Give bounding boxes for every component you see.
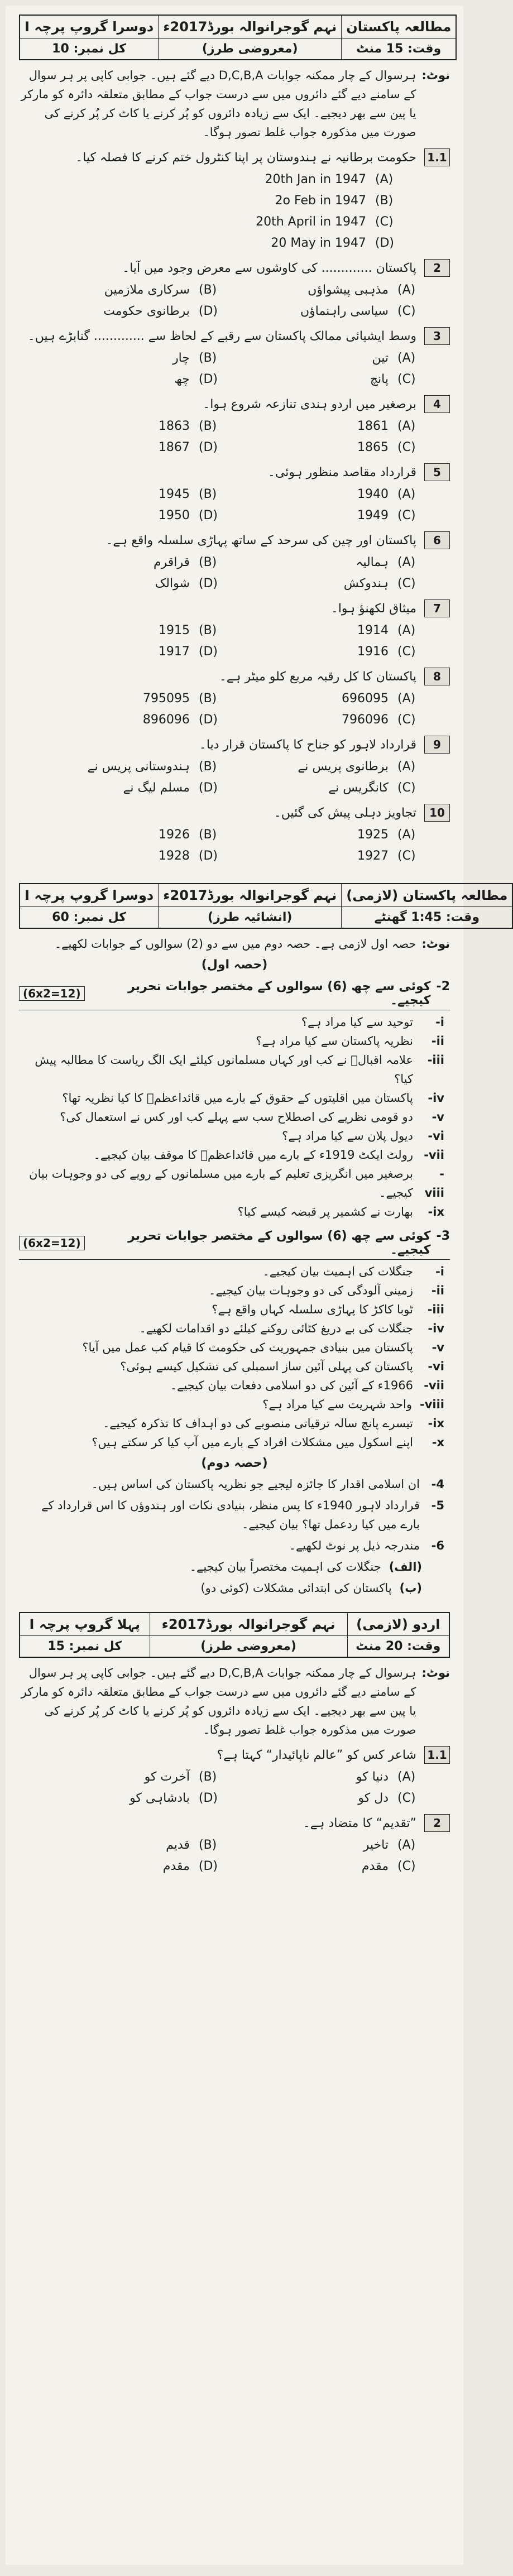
- option-b[interactable]: (B) 795095: [143, 692, 217, 706]
- paper3-group: پہلا گروپ پرچہ I: [20, 1613, 150, 1636]
- mcq-question: [19, 327, 450, 388]
- mcq-question: [19, 599, 450, 661]
- paper2-type: (انشائیہ طرز): [159, 907, 342, 929]
- question-number: 7: [424, 599, 450, 617]
- paper2-group: دوسرا گروپ پرچہ I: [20, 884, 159, 907]
- q2-number: 2-: [436, 980, 450, 994]
- question-number: 4: [424, 395, 450, 413]
- option-c[interactable]: (C) ہندوکش: [343, 577, 416, 591]
- short-question: -iii ٹوبا کاکڑ کا پہاڑی سلسلہ کہاں واقع ہے؟: [212, 1303, 444, 1316]
- question-text: قرارداد لاہور کو جناح کا پاکستان قرار دیا۔: [199, 738, 416, 752]
- option-c[interactable]: (C) 1949: [357, 509, 416, 522]
- question-number: 9: [424, 736, 450, 754]
- mcq-question: [19, 259, 450, 320]
- question-text: شاعر کس کو ”عالم ناپائیدار“ کہتا ہے؟: [217, 1748, 416, 1762]
- question-number: 6: [424, 531, 450, 549]
- q3-text: کوئی سے چھ (6) سوالوں کے مختصر جوابات تحریر کیجیے۔: [128, 1229, 431, 1257]
- q3-list: [25, 1262, 444, 1452]
- option-b[interactable]: (B) 1915: [159, 623, 217, 637]
- note-label: نوٹ:: [421, 69, 450, 82]
- option-d[interactable]: (D) 896096: [142, 713, 218, 727]
- paper1-total: کل نمبر: 10: [20, 39, 159, 60]
- option-d[interactable]: (D) شوالک: [155, 577, 218, 591]
- mcq-question: [19, 668, 450, 729]
- question-text: تجاویز دہلی پیش کی گئیں۔: [274, 806, 416, 820]
- question-text: میثاق لکھنؤ ہوا۔: [330, 602, 416, 616]
- q2-heading: [19, 980, 450, 1010]
- mcq-question: [19, 463, 450, 525]
- option-c[interactable]: (C) 1927: [357, 849, 416, 863]
- long-question-part: (الف) جنگلات کی اہمیت مختصراً بیان کیجیے۔: [189, 1560, 422, 1574]
- option-a[interactable]: (A) 20th Jan in 1947: [265, 172, 394, 186]
- option-c[interactable]: (C) 1865: [357, 440, 416, 454]
- question-number: 3: [424, 327, 450, 345]
- question-text: پاکستان اور چین کی سرحد کے ساتھ پہاڑی سلسلہ واقع ہے۔: [106, 534, 416, 548]
- option-c[interactable]: (C) 20th April in 1947: [256, 215, 394, 229]
- option-a[interactable]: (A) مذہبی پیشواؤں: [308, 283, 416, 297]
- note-text: ہرسوال کے چار ممکنہ جوابات D,C,B,A دیے گئے ہیں۔ جوابی کاپی پر ہر سوال کے سامنے دیے گئے دائروں میں سے درست جواب کے مطابق متعلقہ دائرہ کو مارکر یا پین سے بھر دیجیے۔ ایک سے زیادہ دائروں کو پُر کرنے یا کاٹ کر پُر کرنے کی صورت میں مذکورہ جواب غلط تصور ہوگا۔: [21, 1666, 416, 1736]
- long-questions: [19, 1475, 450, 1598]
- short-question: -ix تیسرے پانچ سالہ ترقیاتی منصوبے کی دو اہداف کا تذکرہ کیجیے۔: [103, 1417, 444, 1430]
- question-text: پاکستان کا کل رقبہ مربع کلو میٹر ہے۔: [219, 670, 416, 684]
- long-question-part: (ب) پاکستان کی ابتدائی مشکلات (کوئی دو): [200, 1581, 422, 1595]
- part2-title: (حصہ دوم): [201, 1456, 268, 1470]
- option-d[interactable]: (D) چھ: [174, 372, 218, 386]
- option-b[interactable]: (B) سرکاری ملازمین: [104, 283, 217, 297]
- option-d[interactable]: (D) 20 May in 1947: [271, 236, 394, 250]
- option-b[interactable]: (B) آخرت کو: [144, 1770, 217, 1784]
- mcq-question: [19, 531, 450, 593]
- mcq-question: [19, 1746, 450, 1807]
- q3-number: 3-: [436, 1229, 450, 1243]
- option-a[interactable]: (A) 1940: [357, 487, 416, 501]
- question-text: وسط ایشیائی ممالک پاکستان سے رقبے کے لحاظ سے ............. گنابڑے ہیں۔: [27, 329, 416, 343]
- q3-heading: [19, 1229, 450, 1260]
- option-b[interactable]: (B) قدیم: [166, 1838, 217, 1852]
- mcq-question: [19, 395, 450, 457]
- paper3-time: وقت: 20 منٹ: [347, 1636, 449, 1658]
- question-text: برصغیر میں اردو ہندی تنازعہ شروع ہوا۔: [203, 397, 416, 411]
- option-a[interactable]: (A) 696095: [342, 692, 416, 706]
- paper3-total: کل نمبر: 15: [20, 1636, 150, 1658]
- short-question: -vii 1966ء کے آئین کی دو اسلامی دفعات بیان کیجیے۔: [170, 1379, 444, 1392]
- question-number: 2: [424, 1814, 450, 1832]
- question-number: 1.1: [424, 1746, 450, 1764]
- note-label: نوٹ:: [421, 1666, 450, 1680]
- question-text: قرارداد مقاصد منظور ہوئی۔: [268, 466, 416, 479]
- short-question: -ii نظریہ پاکستان سے کیا مراد ہے؟: [256, 1034, 444, 1048]
- paper2-time: وقت: 1:45 گھنٹے: [342, 907, 513, 929]
- question-number: 2: [424, 259, 450, 277]
- paper3-subject: اردو (لازمی): [347, 1613, 449, 1636]
- option-d[interactable]: (D) 1928: [158, 849, 218, 863]
- q3-marks: (6x2=12): [19, 1236, 85, 1250]
- short-question: -viii واحد شہریت سے کیا مراد ہے؟: [262, 1398, 444, 1411]
- option-c[interactable]: (C) دل کو: [358, 1791, 416, 1805]
- option-a[interactable]: (A) برطانوی پریس نے: [298, 760, 416, 774]
- short-question: -vi دیول پلان سے کیا مراد ہے؟: [282, 1129, 444, 1143]
- short-question: -iv پاکستان میں اقلیتوں کے حقوق کے بارے میں قائداعظمؒ کا کیا نظریہ تھا؟: [62, 1091, 444, 1105]
- note-text: حصہ اول لازمی ہے۔ حصہ دوم میں سے دو (2) سوالوں کے جوابات لکھیے۔: [54, 937, 416, 951]
- paper1-questions: [19, 148, 450, 865]
- q2-list: [25, 1013, 444, 1221]
- option-b[interactable]: (B) 1945: [159, 487, 217, 501]
- long-question: -5 قرارداد لاہور 1940ء کا پس منظر، بنیادی نکات اور ہندوؤں کا اس قرارداد کے بارے میں کیا ردعمل تھا؟ بیان کیجیے۔: [41, 1499, 444, 1531]
- short-question: -i توحید سے کیا مراد ہے؟: [301, 1015, 444, 1029]
- mcq-question: [19, 736, 450, 797]
- option-c[interactable]: (C) 1916: [357, 645, 416, 659]
- short-question: -iii علامہ اقبالؒ نے کب اور کہاں مسلمانوں کیلئے ایک الگ ریاست کا مطالبہ پیش کیا؟: [35, 1053, 444, 1086]
- paper3-header: [19, 1612, 450, 1658]
- question-text: ”تقدیم“ کا متضاد ہے۔: [303, 1816, 416, 1830]
- exam-sheet: [6, 6, 508, 2565]
- option-d[interactable]: (D) مقدم: [162, 1859, 218, 1873]
- long-question: -6 مندرجہ ذیل پر نوٹ لکھیے۔: [289, 1539, 444, 1552]
- question-number: 5: [424, 463, 450, 481]
- paper3-type: (معروضی طرز): [150, 1636, 347, 1658]
- short-question: -vii رولٹ ایکٹ 1919ء کے بارے میں قائداعظمؒ کا موقف بیان کیجیے۔: [93, 1148, 444, 1162]
- question-number: 8: [424, 668, 450, 685]
- option-b[interactable]: (B) چار: [172, 351, 217, 365]
- note-text: ہرسوال کے چار ممکنہ جوابات D,C,B,A دیے گئے ہیں۔ جوابی کاپی پر ہر سوال کے سامنے دیے گئے دائروں میں سے درست جواب کے مطابق متعلقہ دائرہ کو مارکر یا پین سے بھر دیجیے۔ ایک سے زیادہ دائروں کو پُر کرنے یا کاٹ کر پُر کرنے کی صورت میں مذکورہ جواب غلط تصور ہوگا۔: [21, 69, 416, 139]
- option-a[interactable]: (A) 1861: [357, 419, 416, 433]
- option-d[interactable]: (D) بادشاہی کو: [130, 1791, 218, 1805]
- part1-title: (حصہ اول): [201, 958, 268, 972]
- mcq-question: [19, 804, 450, 865]
- option-d[interactable]: (D) 1950: [158, 509, 218, 522]
- short-question: -i جنگلات کی اہمیت بیان کیجیے۔: [262, 1265, 444, 1278]
- option-d[interactable]: (D) 1917: [158, 645, 218, 659]
- paper1-time: وقت: 15 منٹ: [342, 39, 456, 60]
- option-b[interactable]: (B) 1926: [159, 828, 217, 842]
- question-text: حکومت برطانیہ نے ہندوستان پر اپنا کنٹرول ختم کرنے کا فصلہ کیا۔: [75, 151, 416, 165]
- paper1-subject: مطالعہ پاکستان: [342, 15, 456, 39]
- option-c[interactable]: (C) 796096: [342, 713, 416, 727]
- paper3-note: [19, 1663, 450, 1739]
- short-question: -viii برصغیر میں انگریزی تعلیم کے بارے میں مسلمانوں کے رویے کی دو وجوہات بیان کیجیے۔: [29, 1167, 444, 1200]
- option-d[interactable]: (D) برطانوی حکومت: [103, 304, 218, 318]
- short-question: -iv جنگلات کی بے دریغ کٹائی روکنے کیلئے دو اقدامات لکھیے۔: [139, 1322, 444, 1335]
- short-question: -ix بھارت نے کشمیر پر قبضہ کیسے کیا؟: [237, 1205, 444, 1219]
- option-a[interactable]: (A) 1914: [357, 623, 416, 637]
- note-label: نوٹ:: [421, 937, 450, 951]
- paper1-header: [19, 15, 457, 60]
- option-b[interactable]: (B) قراقرم: [153, 555, 217, 569]
- paper1-board-year: نہم گوجرانوالہ بورڈ2017ء: [159, 15, 342, 39]
- long-question: -4 ان اسلامی اقدار کا جائزہ لیجیے جو نظریہ پاکستان کی اساس ہیں۔: [91, 1478, 444, 1491]
- paper2-board-year: نہم گوجرانوالہ بورڈ2017ء: [159, 884, 342, 907]
- option-c[interactable]: (C) مقدم: [361, 1859, 416, 1873]
- paper2-total: کل نمبر: 60: [20, 907, 159, 929]
- option-d[interactable]: (D) 1867: [158, 440, 218, 454]
- short-question: -v دو قومی نظریے کی اصطلاح سب سے پہلے کب اور کس نے استعمال کی؟: [60, 1110, 444, 1124]
- option-d[interactable]: (D) مسلم لیگ نے: [123, 781, 218, 795]
- paper1-group: دوسرا گروپ پرچہ I: [20, 15, 159, 39]
- paper2-header: [19, 883, 513, 929]
- short-question: -vi پاکستان کی پہلی آئین ساز اسمبلی کی تشکیل کیسے ہوئی؟: [120, 1360, 444, 1373]
- paper1-note: [19, 66, 450, 142]
- question-number: 1.1: [424, 148, 450, 166]
- option-a[interactable]: (A) ہمالیہ: [356, 555, 416, 569]
- question-number: 10: [424, 804, 450, 822]
- short-question: -v پاکستان میں بنیادی جمہوریت کی حکومت کا قیام کب عمل میں آیا؟: [82, 1341, 444, 1354]
- option-b[interactable]: (B) 1863: [159, 419, 217, 433]
- option-b[interactable]: (B) ہندوستانی پریس نے: [87, 760, 217, 774]
- option-c[interactable]: (C) سیاسی راہنماؤں: [300, 304, 416, 318]
- paper2-subject: مطالعہ پاکستان (لازمی): [342, 884, 513, 907]
- q2-text: کوئی سے چھ (6) سوالوں کے مختصر جوابات تحریر کیجیے۔: [128, 980, 431, 1008]
- option-c[interactable]: (C) پانچ: [370, 372, 416, 386]
- option-a[interactable]: (A) دنیا کو: [356, 1770, 416, 1784]
- paper3-board-year: نہم گوجرانوالہ بورڈ2017ء: [150, 1613, 347, 1636]
- option-c[interactable]: (C) کانگریس نے: [328, 781, 416, 795]
- question-text: پاکستان ............. کی کاوشوں سے معرض وجود میں آیا۔: [122, 261, 416, 275]
- paper2-note: [19, 934, 450, 953]
- option-b[interactable]: (B) 2o Feb in 1947: [275, 194, 394, 208]
- paper1-type: (معروضی طرز): [159, 39, 342, 60]
- option-a[interactable]: (A) 1925: [357, 828, 416, 842]
- mcq-question: [19, 148, 450, 252]
- mcq-question: [19, 1814, 450, 1875]
- short-question: -x اپنے اسکول میں مشکلات افراد کے بارے میں آپ کیا کر سکتے ہیں؟: [92, 1436, 444, 1449]
- option-a[interactable]: (A) تاخیر: [363, 1838, 416, 1852]
- short-question: -ii زمینی آلودگی کی دو وجوہات بیان کیجیے۔: [209, 1284, 444, 1297]
- option-a[interactable]: (A) تین: [372, 351, 416, 365]
- q2-marks: (6x2=12): [19, 986, 85, 1001]
